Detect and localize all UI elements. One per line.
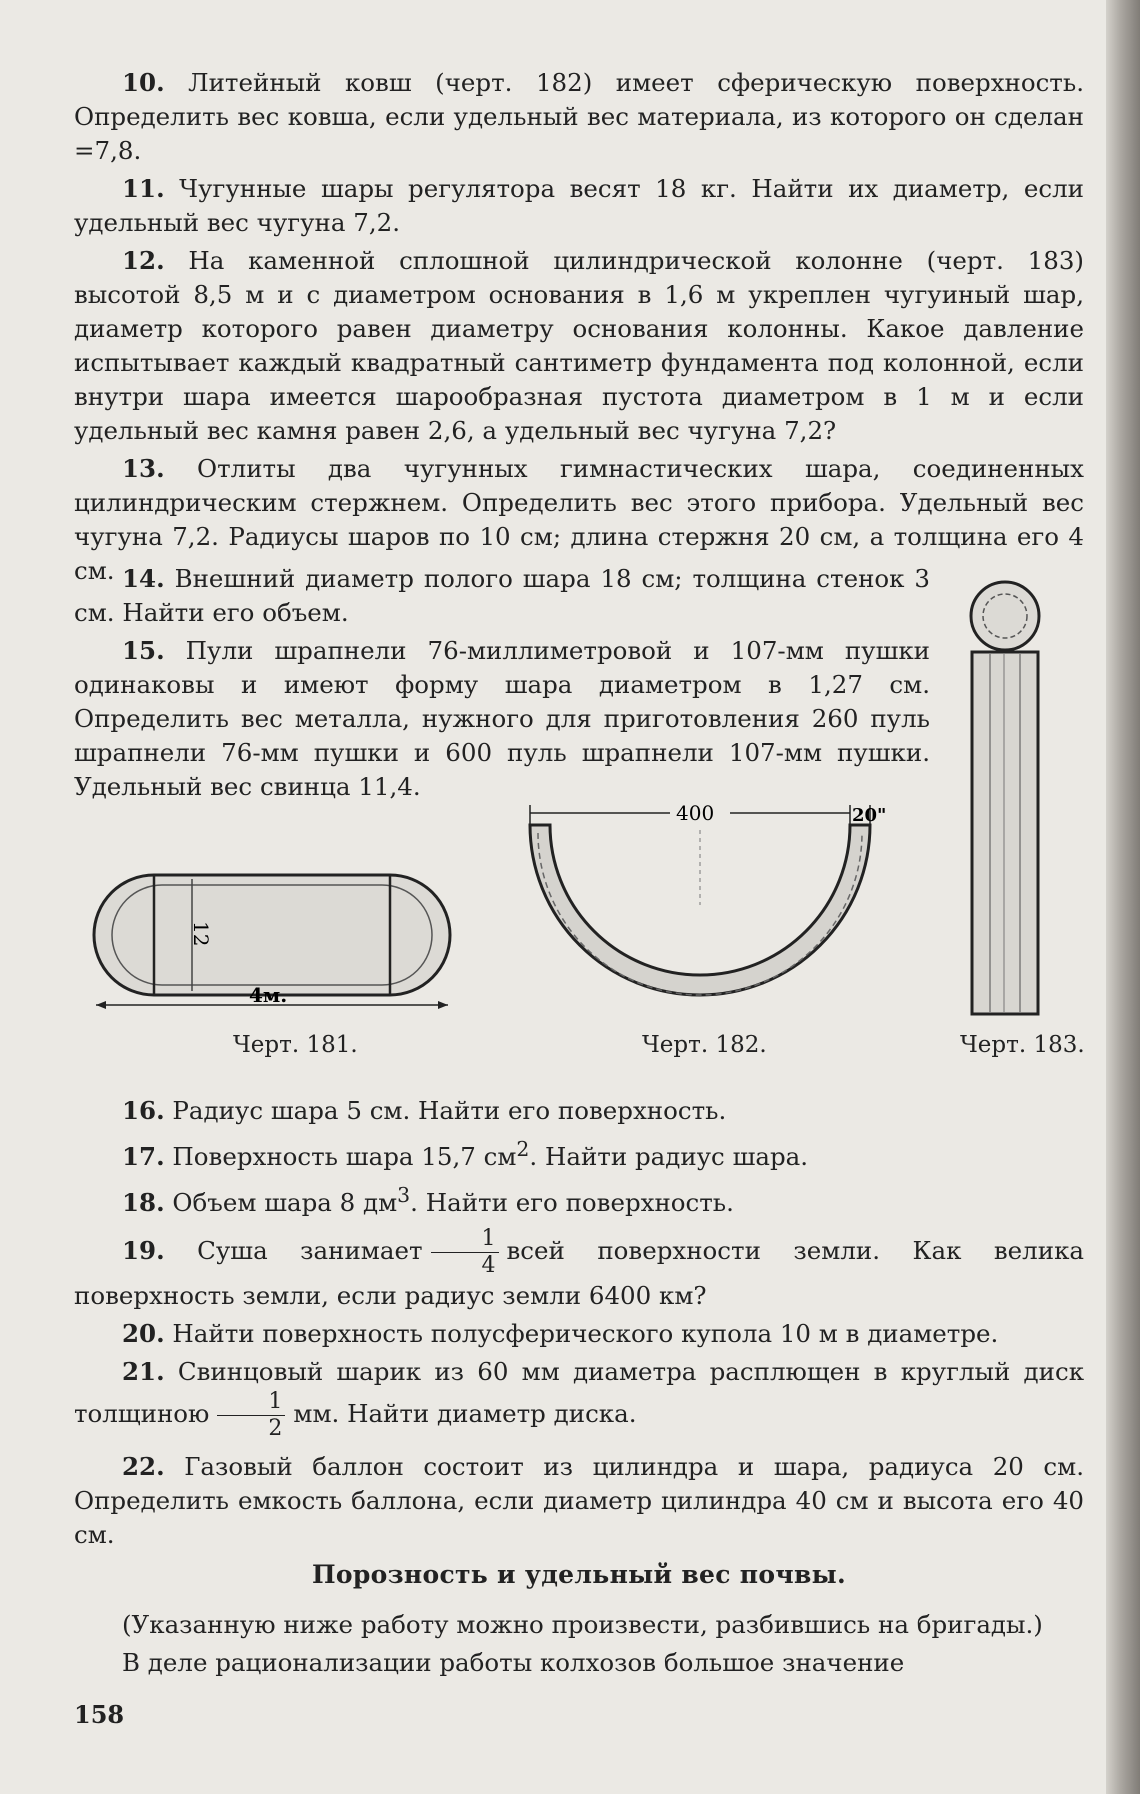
fraction-one-quarter: $\frac{1}{4}$ bbox=[431, 1226, 499, 1279]
problem-21: 21. Свинцовый шарик из 60 мм диаметра расплющен в круглый диск толщиною $\frac{1}{2}$ мм. Найти диаметр диска. bbox=[74, 1357, 1085, 1442]
problem-10: 10. Литейный ковш (черт. 182) имеет сферическую поверхность. Определить вес ковша, если удельный вес материала, из которого он сделан =7,8. bbox=[74, 68, 1084, 165]
fig181-height-label: 12 bbox=[189, 921, 213, 947]
problem-15: 15. Пули шрапнели 76-миллиметровой и 107-мм пушки одинаковы и имеют форму шара диаметром в 1,27 см. Определить вес металла, нужного для приготовления 260 пуль шрапнели 76-мм пушки и 600 пуль шрапнели 107-мм пушки. Удельный вес свинца 11,4. bbox=[74, 636, 931, 801]
fig182-wall-label: 20" bbox=[852, 805, 887, 826]
figure-183-column bbox=[960, 580, 1060, 1020]
problem-17: 17. Поверхность шара 15,7 $см^2$. Найти радиус шара. bbox=[122, 1137, 809, 1172]
fraction-one-half: $\frac{1}{2}$ bbox=[217, 1389, 285, 1442]
page-edge-shadow bbox=[1106, 0, 1140, 1794]
intro-block bbox=[74, 1608, 1084, 1684]
problem-12: 12. На каменной сплошной цилиндрической колонне (черт. 183) высотой 8,5 м и с диаметром основания в 1,6 м укреплен чугуиный шар, диаметр которого равен диаметру основания колонны. Какое давление испытывает каждый квадратный сантиметр фундамента под колонной, если внутри шара имеется шарообразная пустота диаметром в 1 м и если удельный вес камня равен 2,6, а удельный вес чугуна 7,2? bbox=[74, 246, 1084, 445]
fig181-length-label: 4м. bbox=[249, 983, 288, 1007]
intro-paragraph-1: (Указанную ниже работу можно произвести, разбившись на бригады.) bbox=[122, 1610, 1043, 1639]
figure-181-capsule bbox=[92, 855, 462, 1015]
problem-13: 13. Отлиты два чугунных гимнастических шара, соединенных цилиндрическим стержнем. Определить вес этого прибора. Удельный вес чугуна 7,2. Радиусы шаров по 10 см; длина стержня 20 см, а толщина его 4 см. bbox=[74, 454, 1084, 585]
fig181-caption: Черт. 181. bbox=[233, 1032, 358, 1058]
problems-top-block bbox=[74, 66, 1084, 592]
fig182-caption: Черт. 182. bbox=[642, 1032, 767, 1058]
problem-19: 19. Суша занимает $\frac{1}{4}$ всей поверхности земли. Как велика поверхность земли, если радиус земли 6400 км? bbox=[74, 1226, 1084, 1311]
problems-narrow-block bbox=[74, 562, 930, 808]
problem-22: 22. Газовый баллон состоит из цилиндра и шара, радиуса 20 см. Определить емкость баллона, если диаметр цилиндра 40 см и высота его 40 см. bbox=[74, 1452, 1085, 1550]
problem-20: 20. Найти поверхность полусферического купола 10 м в диаметре. bbox=[122, 1319, 999, 1349]
problem-14: 14. Внешний диаметр полого шара 18 см; толщина стенок 3 см. Найти его объем. bbox=[74, 564, 930, 627]
problems-mid-block bbox=[74, 1094, 1084, 1556]
fig182-width-label: 400 bbox=[676, 801, 715, 825]
figure-182-ladle bbox=[520, 795, 887, 1005]
page-number: 158 bbox=[74, 1700, 125, 1729]
problem-11: 11. Чугунные шары регулятора весят 18 кг. Найти их диаметр, если удельный вес чугуна 7,2. bbox=[74, 174, 1084, 237]
fig183-caption: Черт. 183. bbox=[960, 1032, 1085, 1058]
problem-18: 18. Объем шара 8 $дм^3$. Найти его поверхность. bbox=[122, 1183, 734, 1218]
intro-paragraph-2: В деле рационализации работы колхозов большое значение bbox=[122, 1648, 905, 1677]
problem-16: 16. Радиус шара 5 см. Найти его поверхность. bbox=[122, 1096, 727, 1125]
section-heading: Порозность и удельный вес почвы. bbox=[312, 1560, 846, 1589]
